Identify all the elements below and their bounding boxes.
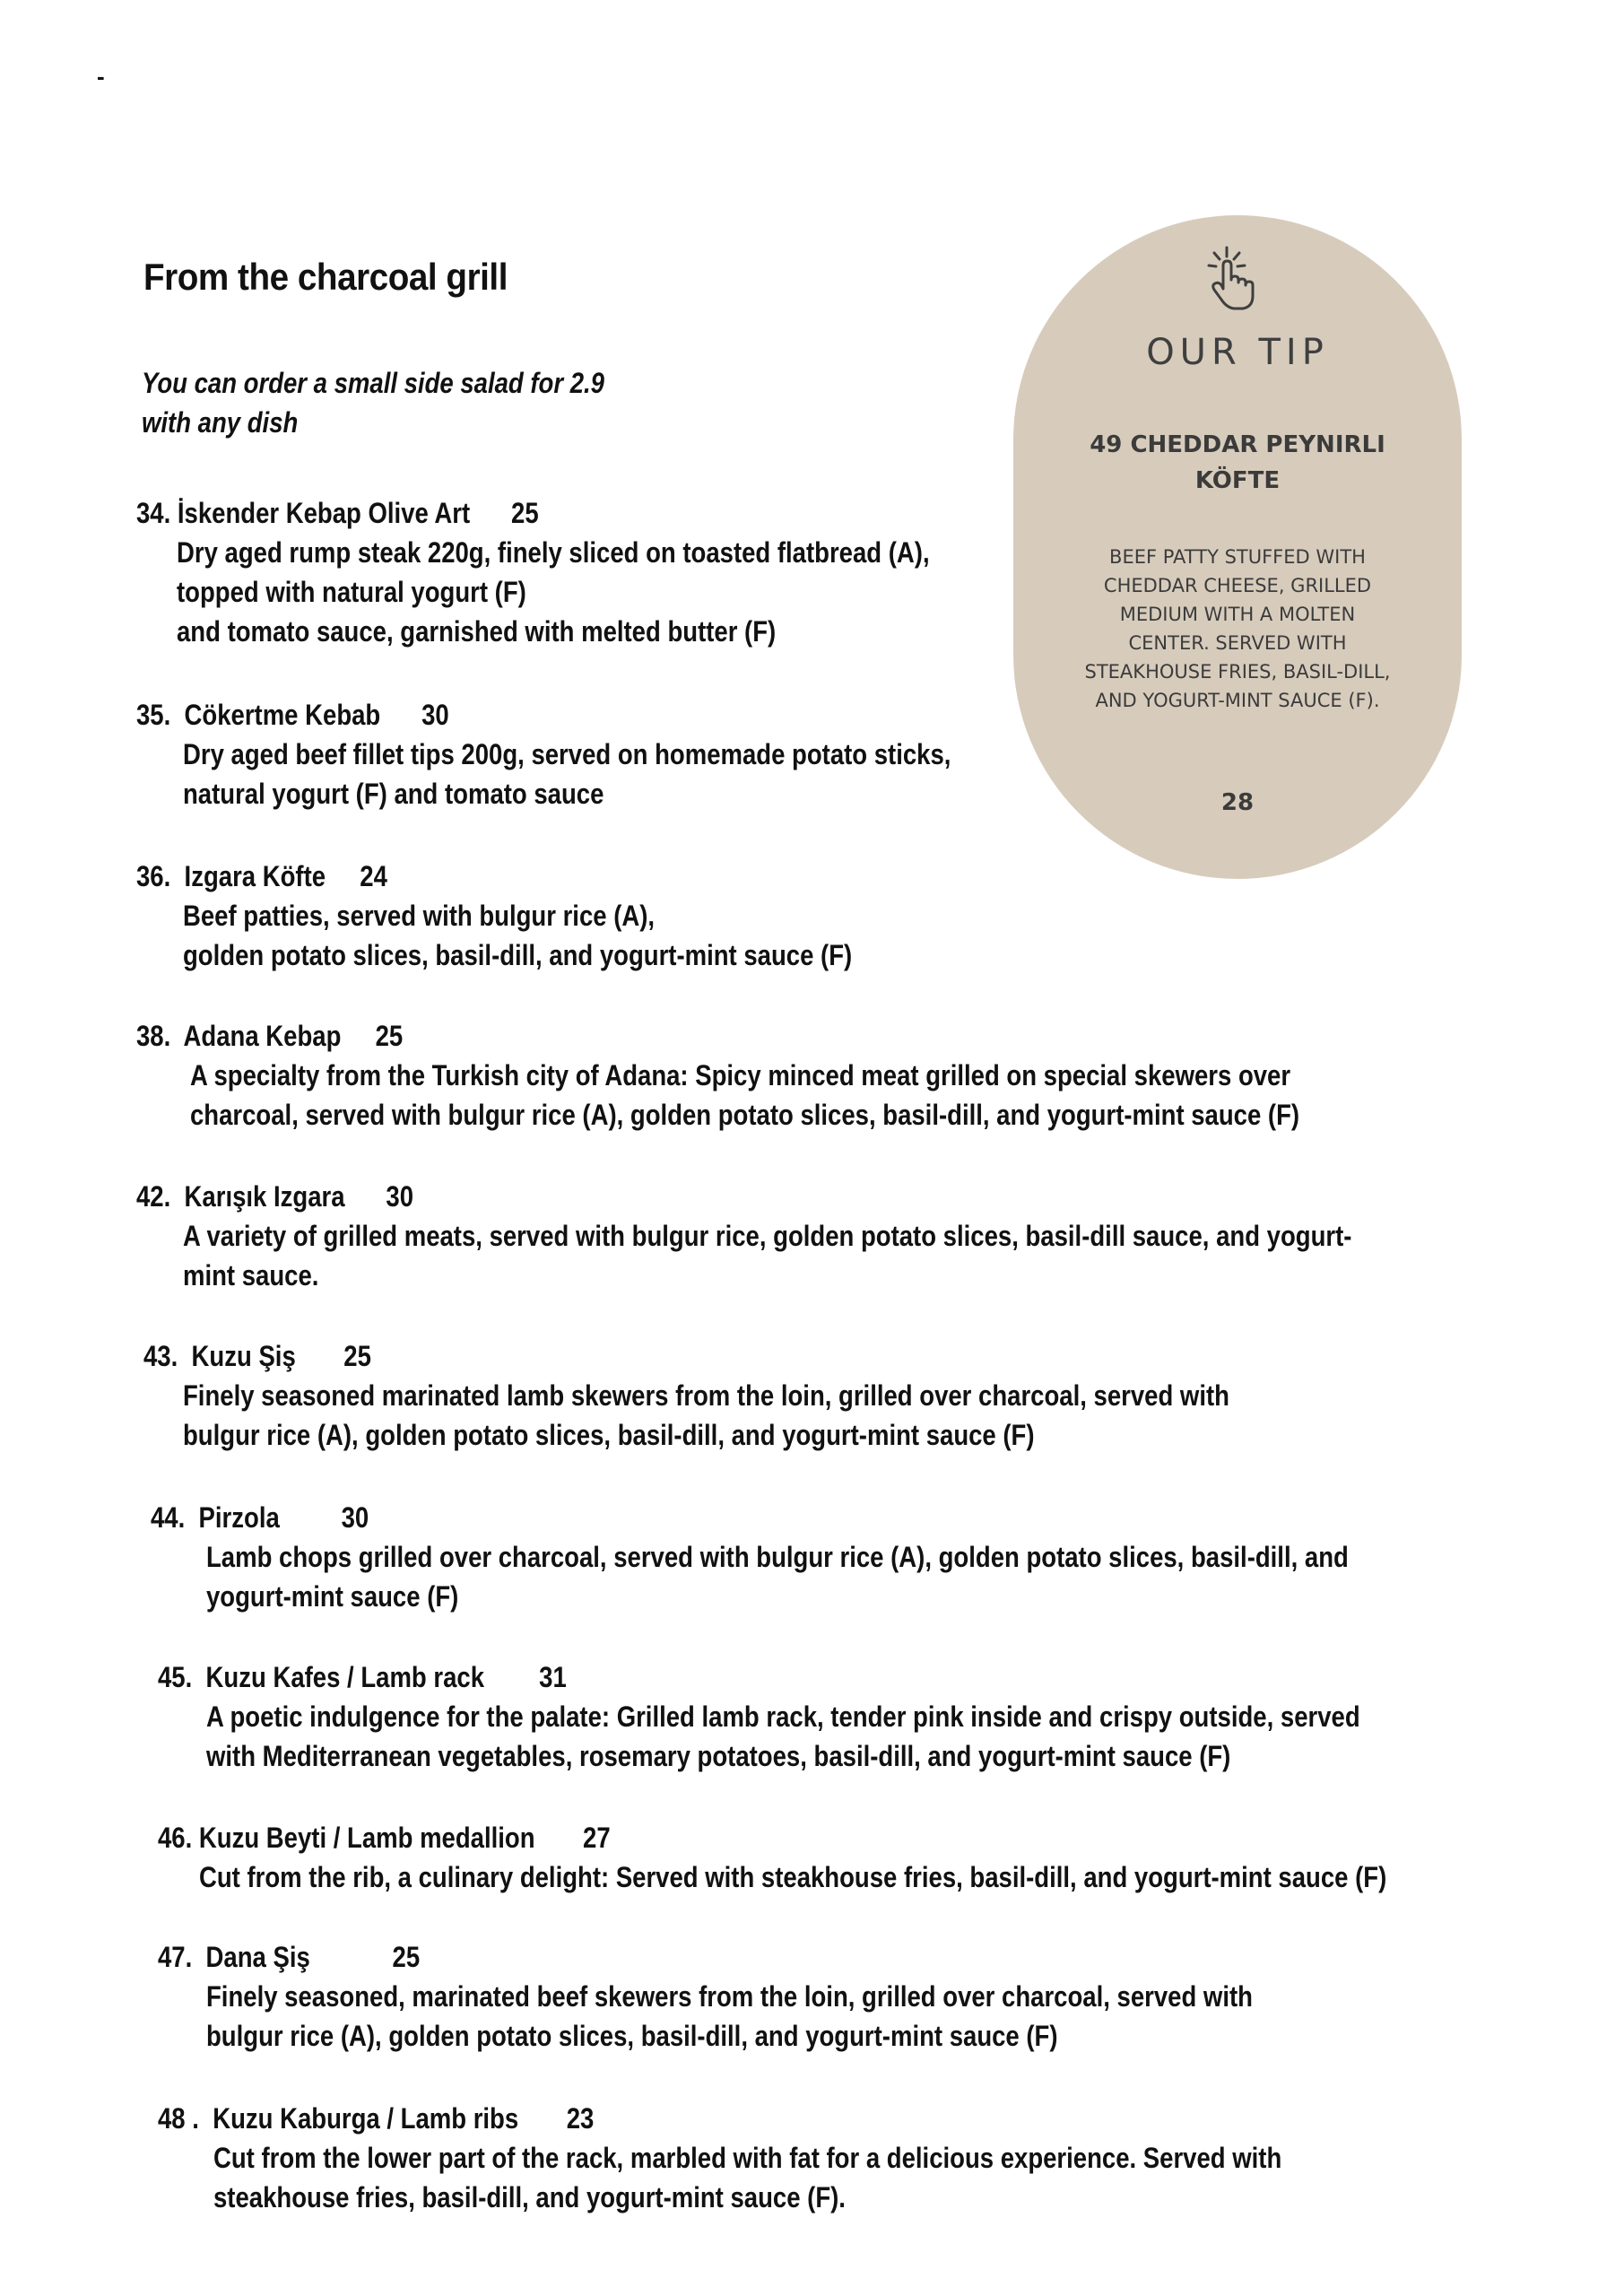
menu-item-46 — [158, 1818, 1580, 1897]
menu-item-description: Dry aged rump steak 220g, finely sliced on toasted flatbread (A), topped with natural yogurt (F) and tomato sauce, garnished with melted butter (F) — [177, 536, 930, 648]
menu-item-34 — [136, 493, 1052, 651]
menu-item-title: 42. Karışık Izgara 30 — [136, 1180, 414, 1213]
menu-item-description: Lamb chops grilled over charcoal, served with bulgur rice (A), golden potato slices, basil-dill, and yogurt-mint sauce (F) — [206, 1541, 1349, 1613]
side-salad-note: You can order a small side salad for 2.9 with any dish — [142, 367, 604, 439]
menu-item-description: Cut from the lower part of the rack, marbled with fat for a delicious experience. Served with steakhouse fries, basil-dill, and yogurt-mint sauce (F). — [213, 2142, 1282, 2213]
menu-item-description: Cut from the rib, a culinary delight: Served with steakhouse fries, basil-dill, and yogurt-mint sauce (F) — [199, 1861, 1387, 1893]
menu-item-48 — [158, 2099, 1455, 2217]
menu-item-title: 46. Kuzu Beyti / Lamb medallion 27 — [158, 1822, 611, 1854]
menu-item-description: A specialty from the Turkish city of Adana: Spicy minced meat grilled on special skewers over charcoal, served with bulgur rice (A), golden potato slices, basil-dill, and yogurt-mint sauce (F) — [190, 1059, 1300, 1131]
hand-pointer-icon — [1202, 242, 1273, 314]
menu-item-38 — [136, 1016, 1480, 1135]
menu-item-title: 47. Dana Şiş 25 — [158, 1941, 421, 1973]
corner-mark: - — [97, 63, 105, 90]
menu-item-title: 36. Izgara Köfte 24 — [136, 860, 387, 892]
menu-item-title: 34. İskender Kebap Olive Art 25 — [136, 497, 539, 529]
menu-item-43 — [143, 1336, 1400, 1455]
menu-item-44 — [151, 1498, 1534, 1616]
section-title: From the charcoal grill — [143, 256, 508, 298]
menu-item-47 — [158, 1937, 1423, 2056]
menu-item-42 — [136, 1177, 1542, 1295]
menu-item-title: 35. Cökertme Kebab 30 — [136, 699, 449, 731]
tip-dish-name: 49 CHEDDAR PEYNIRLI KÖFTE — [1090, 431, 1385, 494]
menu-item-description: A variety of grilled meats, served with bulgur rice, golden potato slices, basil-dill sauce, and yogurt- mint sauce. — [183, 1220, 1352, 1292]
our-tip-card — [1013, 215, 1462, 879]
menu-item-title: 38. Adana Kebap 25 — [136, 1020, 404, 1052]
menu-item-45 — [158, 1657, 1548, 1776]
menu-item-title: 43. Kuzu Şiş 25 — [143, 1340, 371, 1372]
menu-item-35 — [136, 695, 1076, 813]
tip-dish-price: 28 — [1220, 789, 1255, 816]
menu-item-title: 44. Pirzola 30 — [151, 1501, 369, 1534]
menu-item-description: A poetic indulgence for the palate: Grilled lamb rack, tender pink inside and crispy outside, served with Mediterranean vegetables, rosemary potatoes, basil-dill, and yogurt-mint sauce (F) — [206, 1700, 1360, 1772]
tip-title: OUR TIP — [1146, 332, 1329, 373]
menu-item-description: Beef patties, served with bulgur rice (A), golden potato slices, basil-dill, and yogurt-mint sauce (F) — [183, 900, 853, 971]
menu-item-36 — [136, 857, 961, 975]
menu-item-title: 48 . Kuzu Kaburga / Lamb ribs 23 — [158, 2102, 595, 2135]
tip-dish-description: BEEF PATTY STUFFED WITH CHEDDAR CHEESE, GRILLED MEDIUM WITH A MOLTEN CENTER. SERVED WITH STEAKHOUSE FRIES, BASIL-DILL, AND YOGURT-MINT SAUCE (F). — [1084, 546, 1391, 711]
menu-item-description: Finely seasoned, marinated beef skewers from the loin, grilled over charcoal, served with bulgur rice (A), golden potato slices, basil-dill, and yogurt-mint sauce (F) — [206, 1980, 1253, 2052]
menu-item-title: 45. Kuzu Kafes / Lamb rack 31 — [158, 1661, 567, 1693]
menu-item-description: Finely seasoned marinated lamb skewers from the loin, grilled over charcoal, served with bulgur rice (A), golden potato slices, basil-dill, and yogurt-mint sauce (F) — [183, 1379, 1229, 1451]
menu-item-description: Dry aged beef fillet tips 200g, served on homemade potato sticks, natural yogurt (F) and tomato sauce — [183, 738, 951, 810]
